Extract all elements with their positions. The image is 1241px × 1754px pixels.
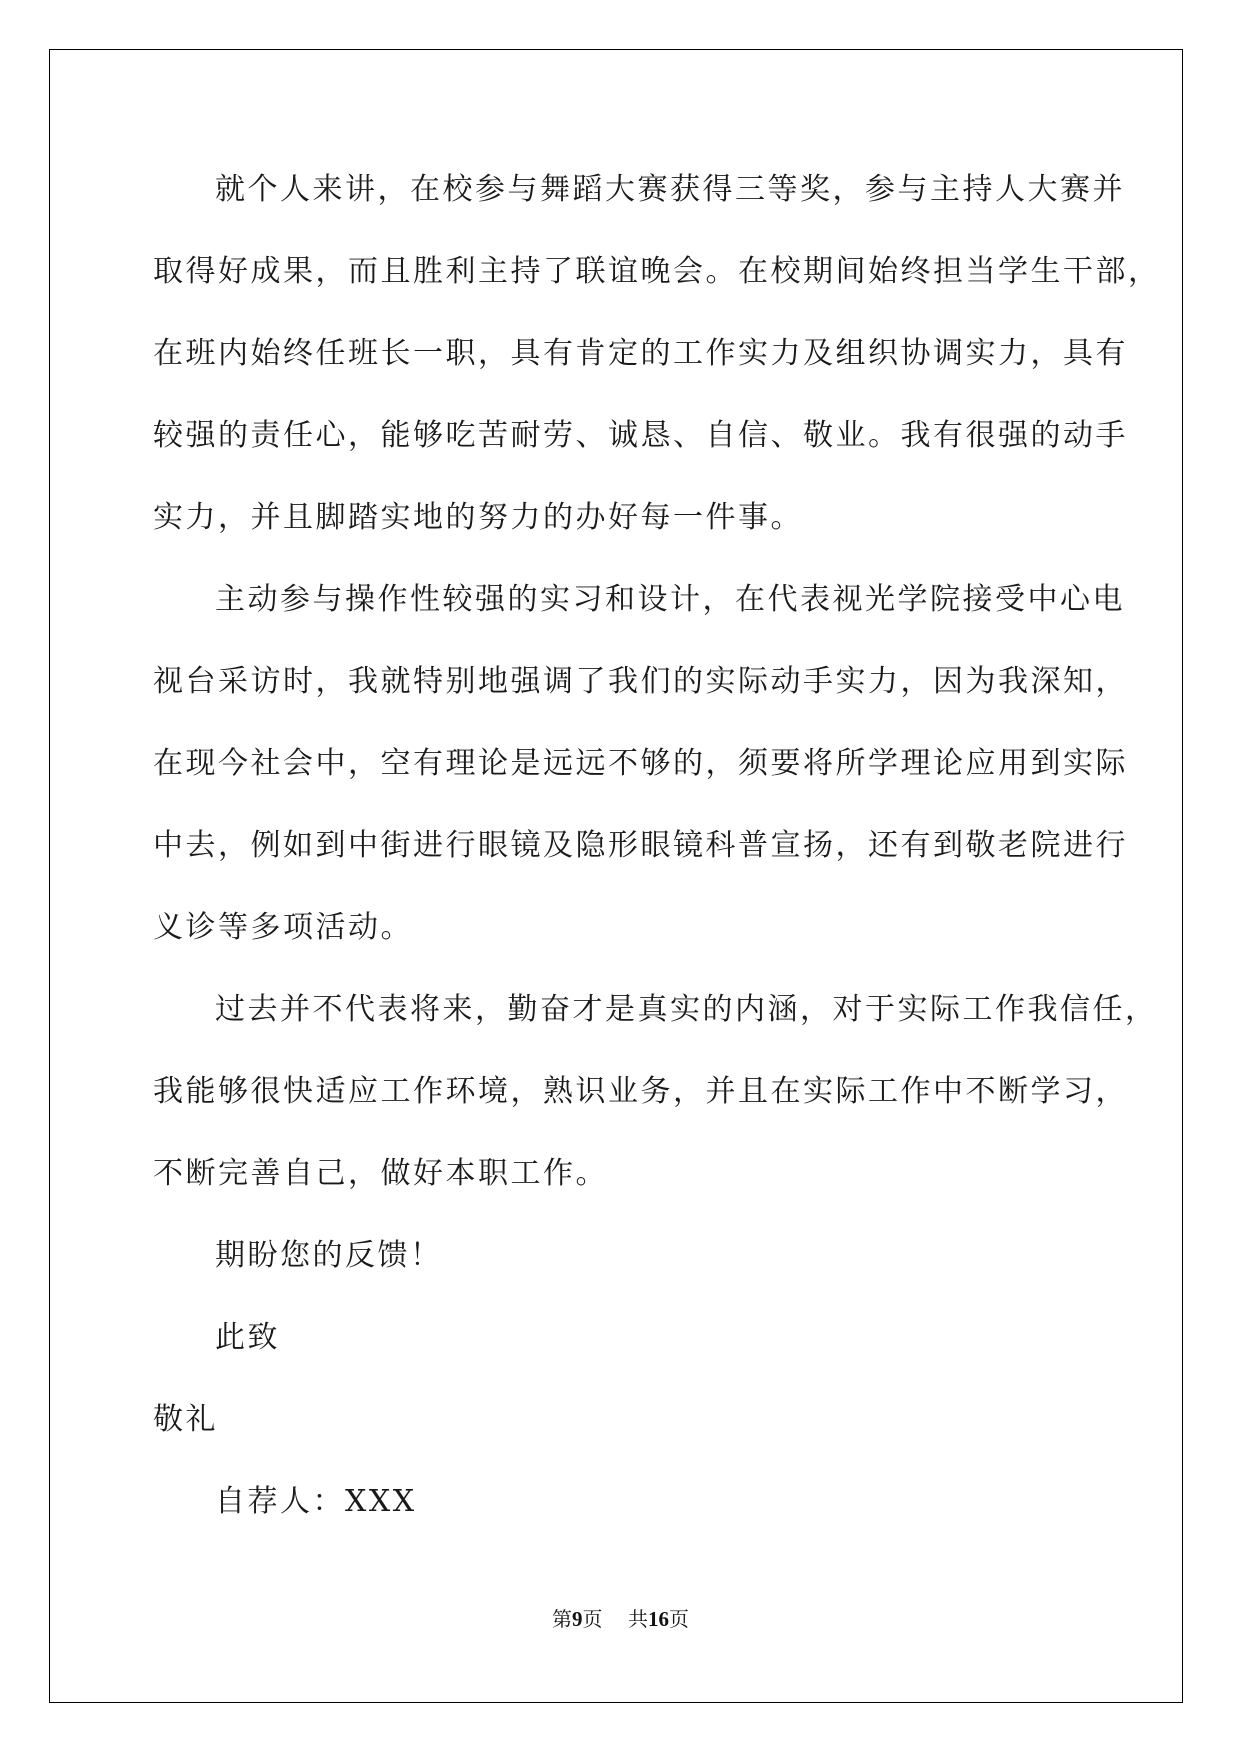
paragraph-line: 中去，例如到中街进行眼镜及隐形眼镜科普宣扬，还有到敬老院进行	[153, 828, 1128, 863]
paragraph-line: 过去并不代表将来，勤奋才是真实的内涵，对于实际工作我信任，	[215, 992, 1158, 1027]
salutation-jing-li: 敬礼	[153, 1402, 218, 1437]
total-suffix: 页	[668, 1607, 689, 1631]
paragraph-line: 较强的责任心，能够吃苦耐劳、诚恳、自信、敬业。我有很强的动手	[153, 418, 1128, 453]
signature: 自荐人：XXX	[215, 1484, 417, 1519]
paragraph-line: 在现今社会中，空有理论是远远不够的，须要将所学理论应用到实际	[153, 746, 1128, 781]
paragraph-line: 义诊等多项活动。	[153, 910, 413, 945]
page-footer	[0, 1604, 1241, 1634]
paragraph-line: 主动参与操作性较强的实习和设计，在代表视光学院接受中心电	[215, 582, 1125, 617]
paragraph-line: 就个人来讲，在校参与舞蹈大赛获得三等奖，参与主持人大赛并	[215, 172, 1125, 207]
closing-wish: 期盼您的反馈！	[215, 1238, 443, 1273]
paragraph-line: 我能够很快适应工作环境，熟识业务，并且在实际工作中不断学习，	[153, 1074, 1128, 1109]
total-pages: 16	[647, 1607, 669, 1631]
page-suffix: 页	[582, 1607, 603, 1631]
paragraph-line: 视台采访时，我就特别地强调了我们的实际动手实力，因为我深知，	[153, 664, 1128, 699]
paragraph-line: 在班内始终任班长一职，具有肯定的工作实力及组织协调实力，具有	[153, 336, 1128, 371]
paragraph-line: 不断完善自己，做好本职工作。	[153, 1156, 608, 1191]
total-prefix: 共	[627, 1607, 648, 1631]
paragraph-line: 取得好成果，而且胜利主持了联谊晚会。在校期间始终担当学生干部，	[153, 254, 1161, 289]
salutation-ci-zhi: 此致	[215, 1320, 280, 1355]
page-number: 9	[572, 1607, 583, 1631]
page-prefix: 第	[552, 1607, 573, 1631]
letter-body	[153, 160, 1161, 1554]
paragraph-line: 实力，并且脚踏实地的努力的办好每一件事。	[153, 500, 803, 535]
